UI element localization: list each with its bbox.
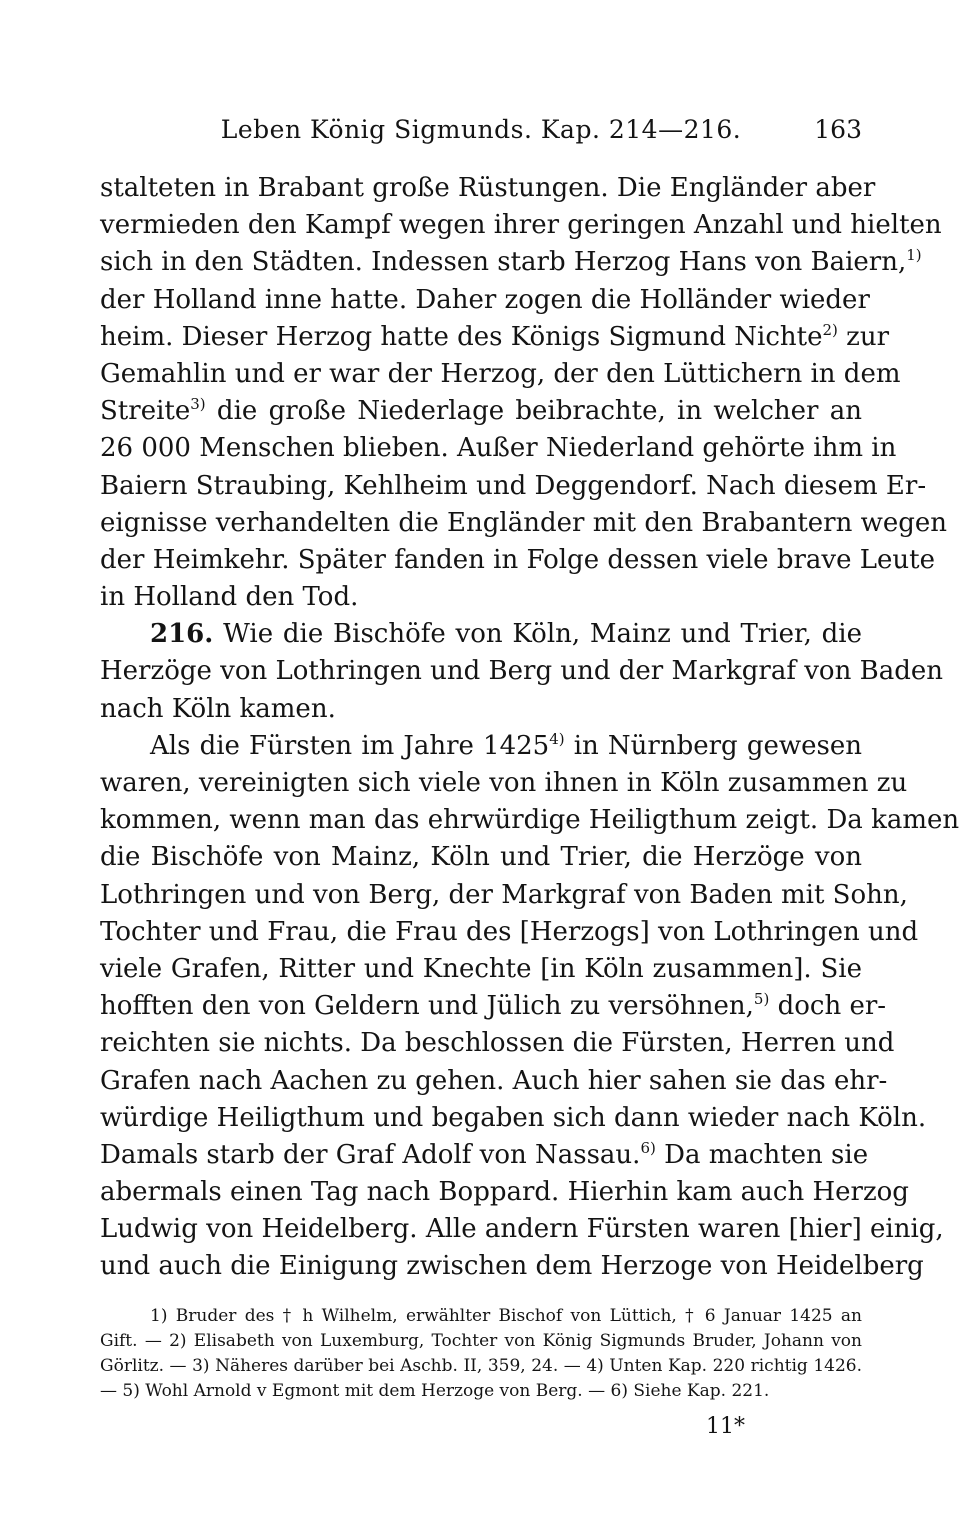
footnote-line: Görlitz. — 3) Näheres darüber bei Aschb. II, 359, 24. — 4) Unten Kap. 220 richtig 1426.	[100, 1356, 862, 1376]
running-title: Leben König Sigmunds. Kap. 214—216.	[220, 115, 742, 144]
text-line: Grafen nach Aachen zu gehen. Auch hier sahen sie das ehr-	[100, 1065, 888, 1096]
text-line: Lothringen und von Berg, der Markgraf von Baden mit Sohn,	[100, 879, 908, 910]
text-segment: Als die Fürsten im Jahre 1425	[150, 730, 550, 761]
text-line: abermals einen Tag nach Boppard. Hierhin kam auch Herzog	[100, 1177, 909, 1208]
running-header	[100, 112, 862, 148]
text-line: stalteten in Brabant große Rüstungen. Die Engländer aber	[100, 173, 876, 203]
text-line: der Holland inne hatte. Daher zogen die Holländer wieder	[100, 284, 870, 315]
footnote-ref: 1)	[906, 246, 922, 265]
section-heading-line: Herzöge von Lothringen und Berg und der Markgraf von Baden	[100, 656, 943, 687]
text-segment: sich in den Städten. Indessen starb Herzog Hans von Baiern,	[100, 247, 907, 278]
page-number: 163	[814, 115, 862, 144]
section-number: 216.	[150, 619, 214, 650]
text-segment: heim. Dieser Herzog hatte des Königs Sigmund Nichte	[100, 321, 823, 352]
footnote-ref: 3)	[190, 395, 206, 414]
text-line: Gemahlin und er war der Herzog, der den Lüttichern in dem	[100, 358, 901, 389]
section-title: Wie die Bischöfe von Köln, Mainz und Trier, die	[213, 619, 862, 650]
section-heading	[100, 616, 862, 653]
text-line	[100, 393, 862, 430]
section-heading-line: nach Köln kamen.	[100, 693, 336, 724]
text-line	[100, 319, 890, 356]
main-text	[100, 170, 960, 1286]
text-line: Tochter und Frau, die Frau des [Herzogs] von Lothringen und	[100, 916, 919, 947]
text-line: reichten sie nichts. Da beschlossen die Fürsten, Herren und	[100, 1028, 895, 1059]
text-line	[100, 988, 887, 1025]
footnote-ref: 5)	[753, 990, 770, 1009]
text-segment: Da machten sie	[655, 1139, 869, 1170]
text-segment: zur	[837, 321, 890, 352]
text-line: eignisse verhandelten die Engländer mit den Brabantern wegen	[100, 507, 948, 538]
footnote-ref: 6)	[640, 1138, 656, 1157]
footnote-line: 1) Bruder des † h Wilhelm, erwählter Bischof von Lüttich, † 6 Januar 1425 an	[150, 1306, 862, 1326]
footnote-ref: 2)	[822, 320, 838, 339]
text-line: viele Grafen, Ritter und Knechte [in Köln zusammen]. Sie	[100, 953, 862, 984]
text-line: in Holland den Tod.	[100, 582, 359, 613]
text-segment: doch er-	[769, 991, 887, 1022]
text-line: der Heimkehr. Später fanden in Folge dessen viele brave Leute	[100, 544, 935, 575]
footnote-line: Gift. — 2) Elisabeth von Luxemburg, Tochter von König Sigmunds Bruder, Johann von	[100, 1331, 862, 1351]
footnote-ref: 4)	[549, 729, 565, 748]
text-line	[100, 1137, 869, 1174]
text-segment: Damals starb der Graf Adolf von Nassau.	[100, 1139, 641, 1170]
text-line: vermieden den Kampf wegen ihrer geringen Anzahl und hielten	[100, 210, 942, 241]
text-line	[100, 244, 922, 281]
text-segment: hofften den von Geldern und Jülich zu versöhnen,	[100, 991, 754, 1022]
text-line: die Bischöfe von Mainz, Köln und Trier, die Herzöge von	[100, 842, 862, 873]
footnote-line: — 5) Wohl Arnold v Egmont mit dem Herzoge von Berg. — 6) Siehe Kap. 221.	[100, 1381, 770, 1401]
text-line: Ludwig von Heidelberg. Alle andern Fürsten waren [hier] einig,	[100, 1214, 944, 1245]
text-line: Baiern Straubing, Kehlheim und Deggendorf. Nach diesem Er-	[100, 470, 927, 501]
text-line: waren, vereinigten sich viele von ihnen in Köln zusammen zu	[100, 768, 908, 798]
text-line: kommen, wenn man das ehrwürdige Heiligthum zeigt. Da kamen	[100, 805, 960, 836]
text-segment: in Nürnberg gewesen	[564, 730, 862, 761]
text-segment: die große Niederlage beibrachte, in welcher an	[205, 396, 862, 427]
footnotes	[100, 1304, 862, 1404]
text-line: 26 000 Menschen blieben. Außer Niederland gehörte ihm in	[100, 433, 897, 464]
text-line	[100, 728, 862, 765]
text-segment: Streite	[100, 396, 191, 427]
text-line: und auch die Einigung zwischen dem Herzoge von Heidelberg	[100, 1251, 924, 1282]
text-line: würdige Heiligthum und begaben sich dann wieder nach Köln.	[100, 1102, 927, 1133]
signature-mark: 11*	[706, 1414, 745, 1439]
